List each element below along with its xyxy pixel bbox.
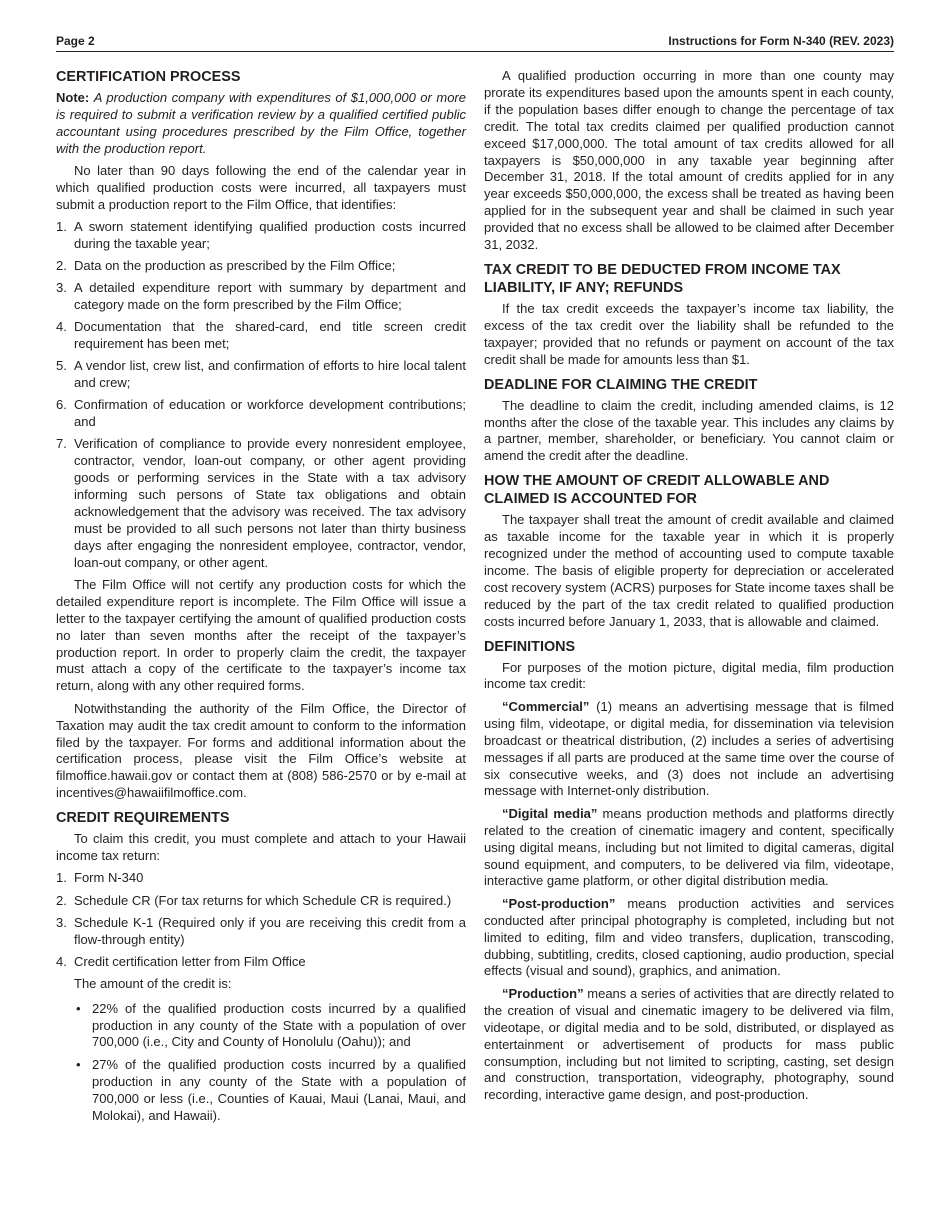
certification-para: The Film Office will not certify any production costs for which the detailed expenditure report is incomplete. The Film Office will issue a letter to the taxpayer certifying the amount of qualified production costs no later than seven months after the receipt of the taxpayer’s production report. In order to properly claim the credit, the taxpayer must attach a copy of the certificate to the taxpayer’s income tax return, along with any other required forms. bbox=[56, 576, 466, 694]
certification-list bbox=[56, 219, 466, 571]
definition-item: “Digital media” means production methods and platforms directly related to the creation of cinematic imagery and content, specifically using digital means, including but not limited to digital cameras, digital sound equipment, and computers, to be delivered via film, videotape, interactive game platform, or other digital distribution media. bbox=[484, 805, 894, 889]
certification-note bbox=[56, 90, 466, 158]
accounting-text: The taxpayer shall treat the amount of credit available and claimed as taxable income for the taxable year in which it is properly recognized under the method of accounting used to compute taxable income. The basis of eligible property for depreciation or accelerated cost recovery system (ACRS) purposes for State income taxes shall be reduced by the part of the tax credit related to qualified production costs incurred before January 1, 2033, that is allowable and claimed. bbox=[484, 512, 894, 629]
note-label: Note: bbox=[56, 90, 90, 105]
list-item: • 22% of the qualified production costs incurred by a qualified production in any county of the State with a population of over 700,000 (i.e., City and County of Honolulu (Oahu)); and bbox=[76, 1000, 466, 1050]
list-item: 2. Data on the production as prescribed by the Film Office; bbox=[56, 258, 396, 274]
definition-item: “Post-production” means production activities and services conducted after principal photography is completed, including but not limited to editing, film and video transfers, duplication, transcoding, dubbing, subtitling, credits, closed captioning, audio production, special effects (visual and sound), graphics, and animation. bbox=[484, 895, 894, 979]
list-item: • 27% of the qualified production costs incurred by a qualified production in any county of the State with a population of 700,000 or less (i.e., Counties of Kauai, Maui (Lanai, Maui, and Molokai), and Hawaii). bbox=[76, 1057, 466, 1124]
list-item: 5. A vendor list, crew list, and confirmation of efforts to hire local talent and crew; bbox=[56, 358, 466, 391]
bullet-icon: • bbox=[76, 1057, 81, 1073]
refunds-heading: TAX CREDIT TO BE DEDUCTED FROM INCOME TAX LIABILITY, IF ANY; REFUNDS bbox=[484, 261, 841, 296]
requirements-list bbox=[56, 870, 466, 970]
list-item: 1. A sworn statement identifying qualified production costs incurred during the taxable year; bbox=[56, 219, 466, 252]
county-para: A qualified production occurring in more than one county may prorate its expenditures based upon the amounts spent in each county, if the population bases differ enough to change the percentage of tax credit. The total tax credits claimed per qualified production cannot exceed $17,000,000. The total amount of tax credits allowed for all taxpayers is $50,000,000 in any taxable year beginning after December 31, 2018. If the total amount of credits applied for in any year exceeds $50,000,000, the excess shall be treated as having been applied for in the subsequent year and shall be claimed in such year provided that no excess shall be allowed to be claimed after December 31, 2032. bbox=[484, 68, 894, 253]
page-number: Page 2 bbox=[56, 34, 95, 48]
right-column bbox=[484, 68, 894, 1110]
list-item: 3. Schedule K-1 (Required only if you are receiving this credit from a flow-through entity) bbox=[56, 914, 466, 947]
left-column bbox=[56, 68, 466, 1131]
definition-item: “Production” means a series of activities that are directly related to the creation of visual and cinematic imagery to be delivered via film, videotape, or digital media and to be sold, distributed, or displayed as entertainment or advertisement of products for mass public consumption, including but not limited to scripting, casting, set design and construction, transportation, videography, photography, sound recording, interactive game design, and post-production. bbox=[484, 985, 894, 1103]
list-item: 3. A detailed expenditure report with summary by department and category made on the form prescribed by the Film Office; bbox=[56, 280, 466, 313]
form-title: Instructions for Form N-340 (REV. 2023) bbox=[668, 34, 894, 48]
deadline-heading: DEADLINE FOR CLAIMING THE CREDIT bbox=[484, 376, 758, 393]
definitions-heading: DEFINITIONS bbox=[484, 638, 576, 655]
amount-intro: The amount of the credit is: bbox=[74, 975, 232, 991]
refunds-text: If the tax credit exceeds the taxpayer’s income tax liability, the excess of the tax credit over the liability shall be refunded to the taxpayer; provided that no refunds or payment on account of the tax credit shall be made for amounts less than $1. bbox=[484, 300, 894, 367]
requirements-heading: CREDIT REQUIREMENTS bbox=[56, 810, 230, 827]
certification-para: Notwithstanding the authority of the Film Office, the Director of Taxation may audit the tax credit amount to conform to the information filed by the taxpayer. For forms and additional information about the certification process, please visit the Film Office’s website at filmoffice.hawaii.gov or contact them at (808) 586-2570 or by e-mail at incentives@hawaiifilmoffice.com. bbox=[56, 700, 466, 801]
deadline-text: The deadline to claim the credit, including amended claims, is 12 months after the close of the taxable year. This includes any claims by a partner, member, shareholder, or beneficiary. You cannot claim or amend the credit after the deadline. bbox=[484, 397, 894, 464]
credit-rate-list bbox=[56, 1001, 466, 1125]
certification-intro: No later than 90 days following the end of the calendar year in which qualified production costs were incurred, all taxpayers must submit a production report to the Film Office, that identifies: bbox=[56, 163, 466, 212]
list-item: 2. Schedule CR (For tax returns for which Schedule CR is required.) bbox=[56, 892, 452, 908]
list-item: 7. Verification of compliance to provide every nonresident employee, contractor, vendor, loan-out company, or other agent providing goods or performing services in the State with a tax advisory informing such persons of State tax obligations and obtain acknowledgement that the advisory was received. The tax advisory must be provided to all such persons not later than thirty business days after engaging the nonresident employee, contractor, vendor, loan-out company, or other agent. bbox=[56, 436, 466, 570]
requirements-intro: To claim this credit, you must complete and attach to your Hawaii income tax return: bbox=[56, 831, 466, 864]
definition-item: “Commercial” (1) means an advertising message that is filmed using film, videotape, or digital media, for dissemination via television broadcast or theatrical distribution, (2) includes a series of advertising messages if all parts are produced at the same time over the course of six consecutive weeks, and (3) does not include an advertising message with Internet-only distribution. bbox=[484, 698, 894, 799]
accounting-heading: HOW THE AMOUNT OF CREDIT ALLOWABLE AND CLAIMED IS ACCOUNTED FOR bbox=[484, 473, 830, 508]
list-item: 1. Form N-340 bbox=[56, 870, 144, 886]
list-item: 4. Documentation that the shared-card, end title screen credit requirement has been met; bbox=[56, 319, 466, 352]
bullet-icon: • bbox=[76, 1000, 81, 1016]
note-text: A production company with expenditures of $1,000,000 or more is required to submit a verification review by a qualified certified public accountant using procedures prescribed by the Film Office, together with the production report. bbox=[56, 90, 466, 156]
certification-heading: CERTIFICATION PROCESS bbox=[56, 69, 241, 85]
page-header bbox=[56, 34, 894, 52]
definitions-intro: For purposes of the motion picture, digital media, film production income tax credit: bbox=[484, 659, 894, 692]
list-item: 6. Confirmation of education or workforce development contributions; and bbox=[56, 397, 466, 430]
list-item: 4. Credit certification letter from Film Office bbox=[56, 953, 306, 969]
